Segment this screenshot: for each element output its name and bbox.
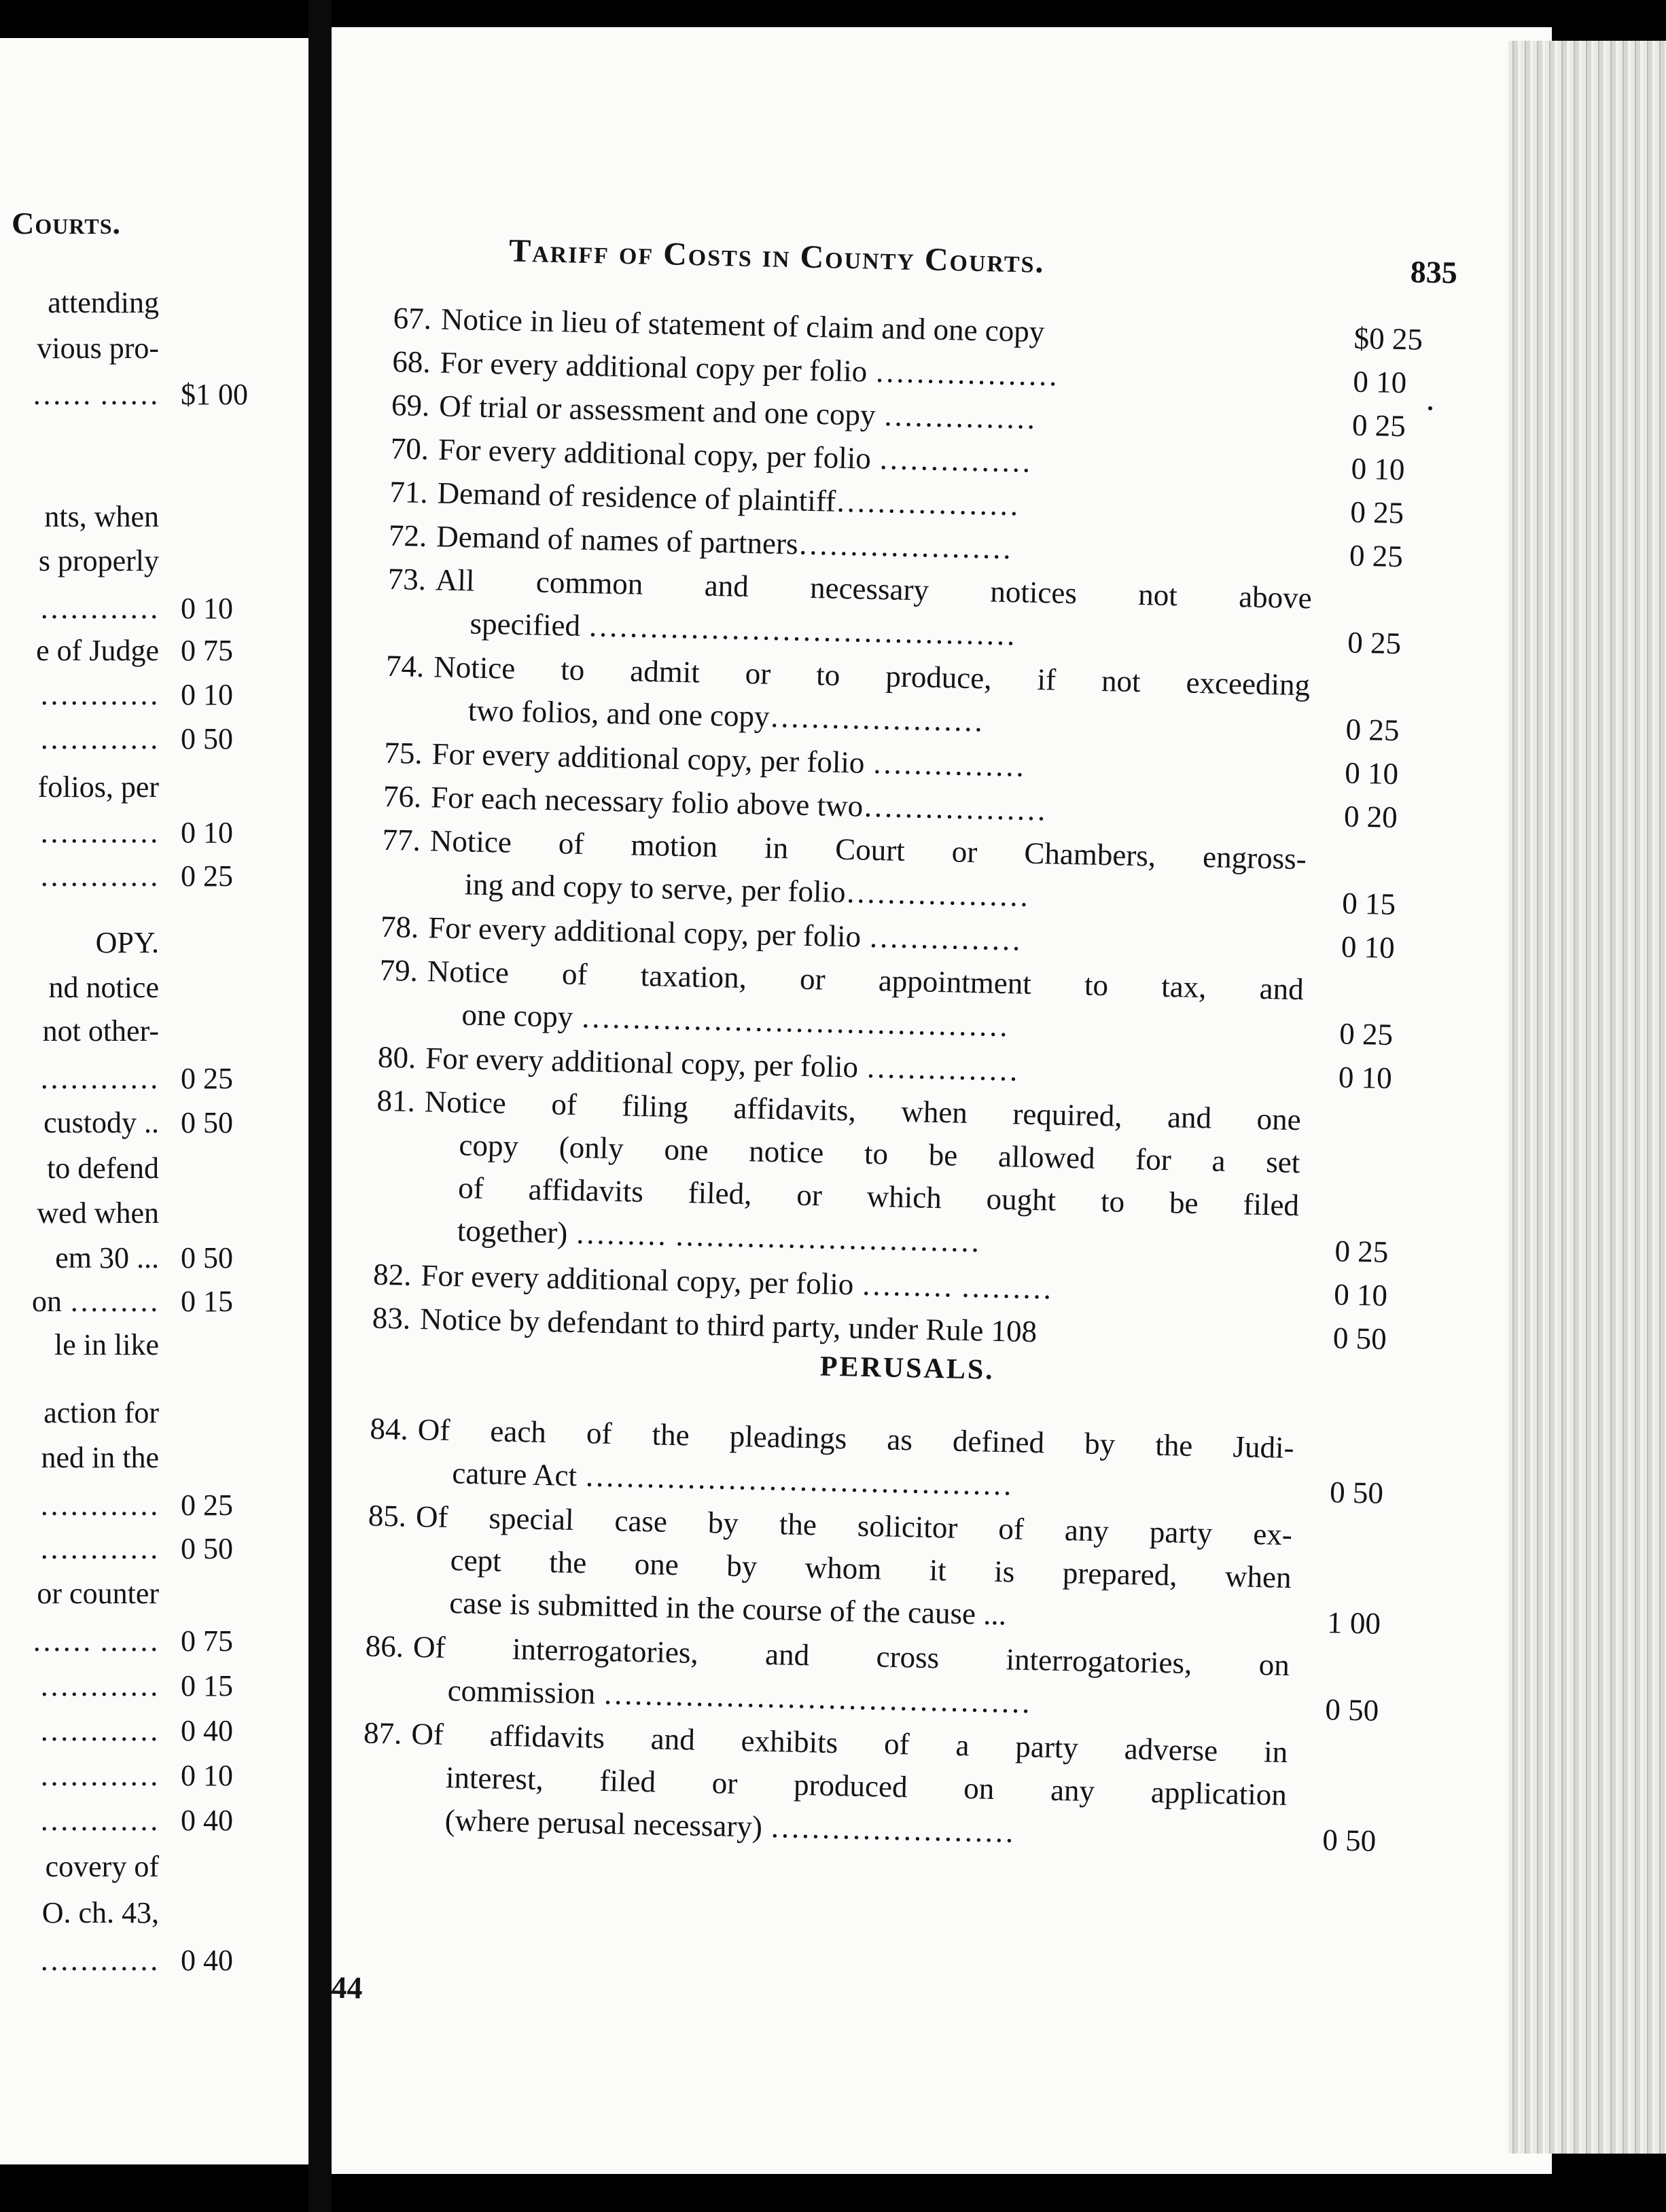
entry-number: 86. [365, 1628, 404, 1664]
entry-text [409, 1713, 1288, 1859]
entry-line: one copy …………………………………… [461, 997, 1009, 1043]
tariff-entry [347, 1079, 1389, 1274]
left-row-text: ………… [39, 1804, 159, 1837]
left-row-text: action for [43, 1396, 159, 1429]
entry-number: 78. [380, 909, 419, 944]
left-row-amount: 0 25 [181, 1488, 233, 1522]
left-row [0, 925, 308, 966]
left-row-amount: 0 10 [181, 816, 233, 849]
page-number: 835 [1410, 254, 1458, 290]
left-row [0, 1151, 308, 1192]
entry-line: together) ……… ………………………… [457, 1213, 981, 1259]
left-row [0, 377, 308, 418]
left-row [0, 770, 308, 810]
entry-text [426, 950, 1304, 1054]
entry-amount: 0 25 [1349, 538, 1404, 574]
entry-amount: 0 50 [1329, 1475, 1384, 1510]
left-row [0, 1531, 308, 1572]
left-row-text: covery of [45, 1850, 159, 1883]
entry-amount: 0 50 [1322, 1823, 1377, 1858]
entry-line: For every additional copy, per folio …………… [431, 736, 1026, 783]
left-row-text: or counter [37, 1577, 159, 1610]
left-row-text: ………… [39, 592, 159, 625]
entry-line: For every additional copy per folio ……………… [440, 345, 1059, 393]
entry-line: case is submitted in the course of the cause ... [448, 1586, 1007, 1632]
left-row [0, 1014, 308, 1054]
left-row-text: OPY. [95, 926, 159, 959]
entry-amount: 0 10 [1344, 755, 1399, 791]
entry-line: commission …………………………………… [447, 1673, 1031, 1720]
left-row-text: …… …… [32, 1624, 159, 1658]
left-row [0, 1803, 308, 1844]
entry-text [416, 1408, 1294, 1512]
entry-amount: 0 25 [1339, 1016, 1394, 1052]
left-row-amount: 0 40 [181, 1714, 233, 1747]
entry-line: ing and copy to serve, per folio……………… [464, 867, 1030, 913]
left-row-text: e of Judge [36, 634, 159, 667]
entry-number: 84. [370, 1411, 409, 1446]
left-row-amount: 0 25 [181, 859, 233, 893]
entry-amount: 0 10 [1352, 364, 1407, 400]
entry-amount: 1 00 [1326, 1605, 1381, 1641]
left-row [0, 721, 308, 762]
left-row-amount: 0 50 [181, 1106, 233, 1139]
perusals-heading: PERUSALS. [819, 1351, 995, 1386]
right-page-text [287, 27, 1552, 2199]
entry-amount: 0 15 [1341, 886, 1396, 922]
entry-number: 81. [376, 1083, 416, 1118]
entry-amount: 0 50 [1332, 1321, 1387, 1356]
left-row-text: ………… [39, 1488, 159, 1522]
entry-number: 82. [372, 1257, 412, 1292]
left-row [0, 499, 308, 540]
entry-amount: 0 25 [1349, 495, 1404, 531]
left-row-text: em 30 ... [55, 1241, 159, 1274]
left-row-text: s properly [38, 544, 159, 577]
left-row [0, 1196, 308, 1236]
entry-text [414, 1495, 1293, 1642]
left-row [0, 331, 308, 372]
entry-line: For every additional copy, per folio …………… [425, 1041, 1019, 1088]
left-row-text: custody .. [43, 1106, 159, 1139]
left-row-amount: 0 25 [181, 1062, 233, 1095]
entry-line: cature Act …………………………………… [451, 1456, 1013, 1502]
entry-line: (where perusal necessary) …………………… [444, 1803, 1015, 1849]
entry-line: two folios, and one copy………………… [467, 693, 985, 738]
entry-text [434, 558, 1312, 662]
entry-line: Of each of the pleadings as defined by the Judi- [417, 1412, 1295, 1465]
entry-number: 79. [379, 952, 419, 988]
entry-amount: 0 10 [1341, 929, 1396, 965]
entry-line: For every additional copy, per folio …………… [427, 910, 1022, 957]
entry-amount: 0 25 [1345, 712, 1400, 748]
entry-amount: 0 20 [1343, 799, 1398, 835]
entry-number: 70. [390, 431, 429, 467]
left-row-text: ………… [39, 816, 159, 849]
left-row-amount: 0 50 [181, 722, 233, 755]
left-row [0, 859, 308, 899]
left-row-text: le in like [54, 1328, 159, 1361]
entry-line: specified …………………………………… [469, 606, 1016, 652]
left-row-text: on ……… [32, 1285, 159, 1318]
left-row [0, 1576, 308, 1617]
left-row-amount: 0 50 [181, 1532, 233, 1565]
left-row [0, 285, 308, 326]
left-row-text: ………… [39, 1714, 159, 1747]
left-row-text: ………… [39, 859, 159, 893]
left-row [0, 1327, 308, 1368]
entry-number: 75. [383, 735, 423, 771]
left-row-amount: 0 15 [181, 1669, 233, 1702]
left-row-text: attending [48, 286, 159, 319]
page-title: Tariff of Costs in County Courts. [508, 232, 1046, 281]
entry-line: Demand of residence of plaintiff……………… [437, 476, 1020, 522]
entry-number: 71. [389, 474, 429, 510]
entry-line: of affidavits filed, or which ought to be filed [457, 1171, 1300, 1223]
left-page-header: Courts. [12, 206, 121, 240]
entry-number: 73. [387, 561, 427, 597]
entry-line: interest, filed or produced on any application [445, 1760, 1288, 1813]
left-row-amount: 0 40 [181, 1944, 233, 1977]
left-row [0, 1713, 308, 1754]
entry-amount: 0 25 [1347, 625, 1402, 661]
left-row-amount: 0 15 [181, 1285, 233, 1318]
entry-line: Notice of filing affidavits, when required, and one [424, 1084, 1302, 1137]
left-row [0, 677, 308, 718]
left-row [0, 1440, 308, 1481]
left-row [0, 1849, 308, 1890]
left-row-text: ………… [39, 1532, 159, 1565]
entry-line: Of affidavits and exhibits of a party adverse in [410, 1717, 1288, 1770]
entry-line: Notice to admit or to produce, if not exceeding [433, 649, 1311, 702]
left-row-text: not other- [42, 1014, 159, 1048]
left-row [0, 1895, 308, 1936]
left-row-text: ned in the [41, 1441, 159, 1474]
left-row-text: nd notice [48, 971, 159, 1004]
left-row [0, 970, 308, 1011]
entry-number: 67. [393, 301, 432, 336]
left-row-amount: 0 10 [181, 678, 233, 711]
left-row-text: nts, when [44, 500, 159, 533]
signature-mark: 44 [331, 1969, 364, 2005]
entry-line: Notice of motion in Court or Chambers, engross- [429, 823, 1307, 876]
entry-line: Notice in lieu of statement of claim and one copy [440, 302, 1045, 349]
entry-text [421, 1080, 1301, 1270]
entry-line: cept the one by whom it is prepared, when [450, 1543, 1292, 1595]
entry-amount: $0 25 [1353, 321, 1423, 357]
tariff-entry [339, 1494, 1381, 1645]
left-row [0, 543, 308, 584]
left-page-text [0, 0, 308, 2212]
left-row-amount: 0 10 [181, 1759, 233, 1792]
entry-number: 85. [368, 1498, 407, 1533]
left-row [0, 633, 308, 674]
left-row [0, 1624, 308, 1664]
entry-number: 83. [372, 1300, 411, 1336]
entry-line: Of special case by the solicitor of any party ex- [415, 1499, 1293, 1552]
left-row-text: ………… [39, 722, 159, 755]
left-row-amount: 0 50 [181, 1241, 233, 1274]
entry-number: 77. [382, 822, 421, 857]
entry-number: 76. [383, 779, 422, 815]
left-row-amount: 0 10 [181, 592, 233, 625]
left-row-text: folios, per [37, 770, 159, 804]
entry-line: copy (only one notice to be allowed for a set [459, 1128, 1300, 1180]
entry-line: Notice of taxation, or appointment to tax, and [427, 954, 1305, 1007]
entry-number: 68. [391, 344, 431, 380]
left-row-text: vious pro- [37, 332, 159, 365]
left-row [0, 1061, 308, 1102]
entry-line: Of interrogatories, and cross interrogatories, on [412, 1630, 1290, 1683]
left-row-text: ………… [39, 1759, 159, 1792]
entry-amount: 0 10 [1338, 1060, 1393, 1096]
left-row-text: ………… [39, 1669, 159, 1702]
entry-number: 72. [388, 518, 427, 554]
entry-text [429, 819, 1307, 923]
entry-amount: 0 50 [1324, 1692, 1379, 1728]
left-row-text: ………… [39, 1944, 159, 1977]
left-row-text: …… …… [32, 378, 159, 411]
tariff-entry [334, 1711, 1377, 1863]
left-row [0, 1105, 308, 1146]
entry-number: 69. [391, 387, 430, 423]
entry-line: Notice by defendant to third party, under Rule 108 [419, 1302, 1038, 1349]
left-row-amount: 0 75 [181, 634, 233, 667]
entry-amount: 0 10 [1333, 1277, 1388, 1313]
entry-amount: 0 25 [1334, 1234, 1389, 1269]
left-row-amount: 0 75 [181, 1624, 233, 1658]
entry-line: For each necessary folio above two……………… [430, 780, 1047, 827]
entry-amount: 0 10 [1351, 451, 1405, 487]
left-row [0, 1395, 308, 1436]
left-row-text: wed when [37, 1196, 159, 1230]
entry-number: 80. [377, 1039, 416, 1075]
left-row-text: ………… [39, 678, 159, 711]
left-row-text: O. ch. 43, [41, 1896, 159, 1929]
entry-amount: 0 25 [1351, 408, 1406, 444]
entry-line: For every additional copy, per folio …………… [438, 432, 1032, 479]
left-row [0, 1284, 308, 1325]
left-row [0, 1488, 308, 1529]
left-row-amount: 0 40 [181, 1804, 233, 1837]
left-row-amount: $1 00 [181, 378, 248, 411]
entry-line: Of trial or assessment and one copy …………… [438, 389, 1037, 435]
left-row [0, 815, 308, 856]
left-row [0, 591, 308, 632]
entry-text [412, 1626, 1290, 1730]
entry-text [432, 645, 1310, 749]
left-row-text: to defend [47, 1152, 159, 1185]
entry-number: 74. [385, 648, 425, 684]
left-row [0, 1241, 308, 1281]
left-row-text: ………… [39, 1062, 159, 1095]
entry-line: Demand of names of partners………………… [436, 519, 1012, 566]
left-row [0, 1758, 308, 1799]
entry-line: All common and necessary notices not above [435, 563, 1313, 616]
left-row [0, 1669, 308, 1709]
entry-line: For every additional copy, per folio ……… ……… [421, 1258, 1053, 1306]
left-row [0, 1943, 308, 1984]
entry-number: 87. [363, 1715, 402, 1751]
